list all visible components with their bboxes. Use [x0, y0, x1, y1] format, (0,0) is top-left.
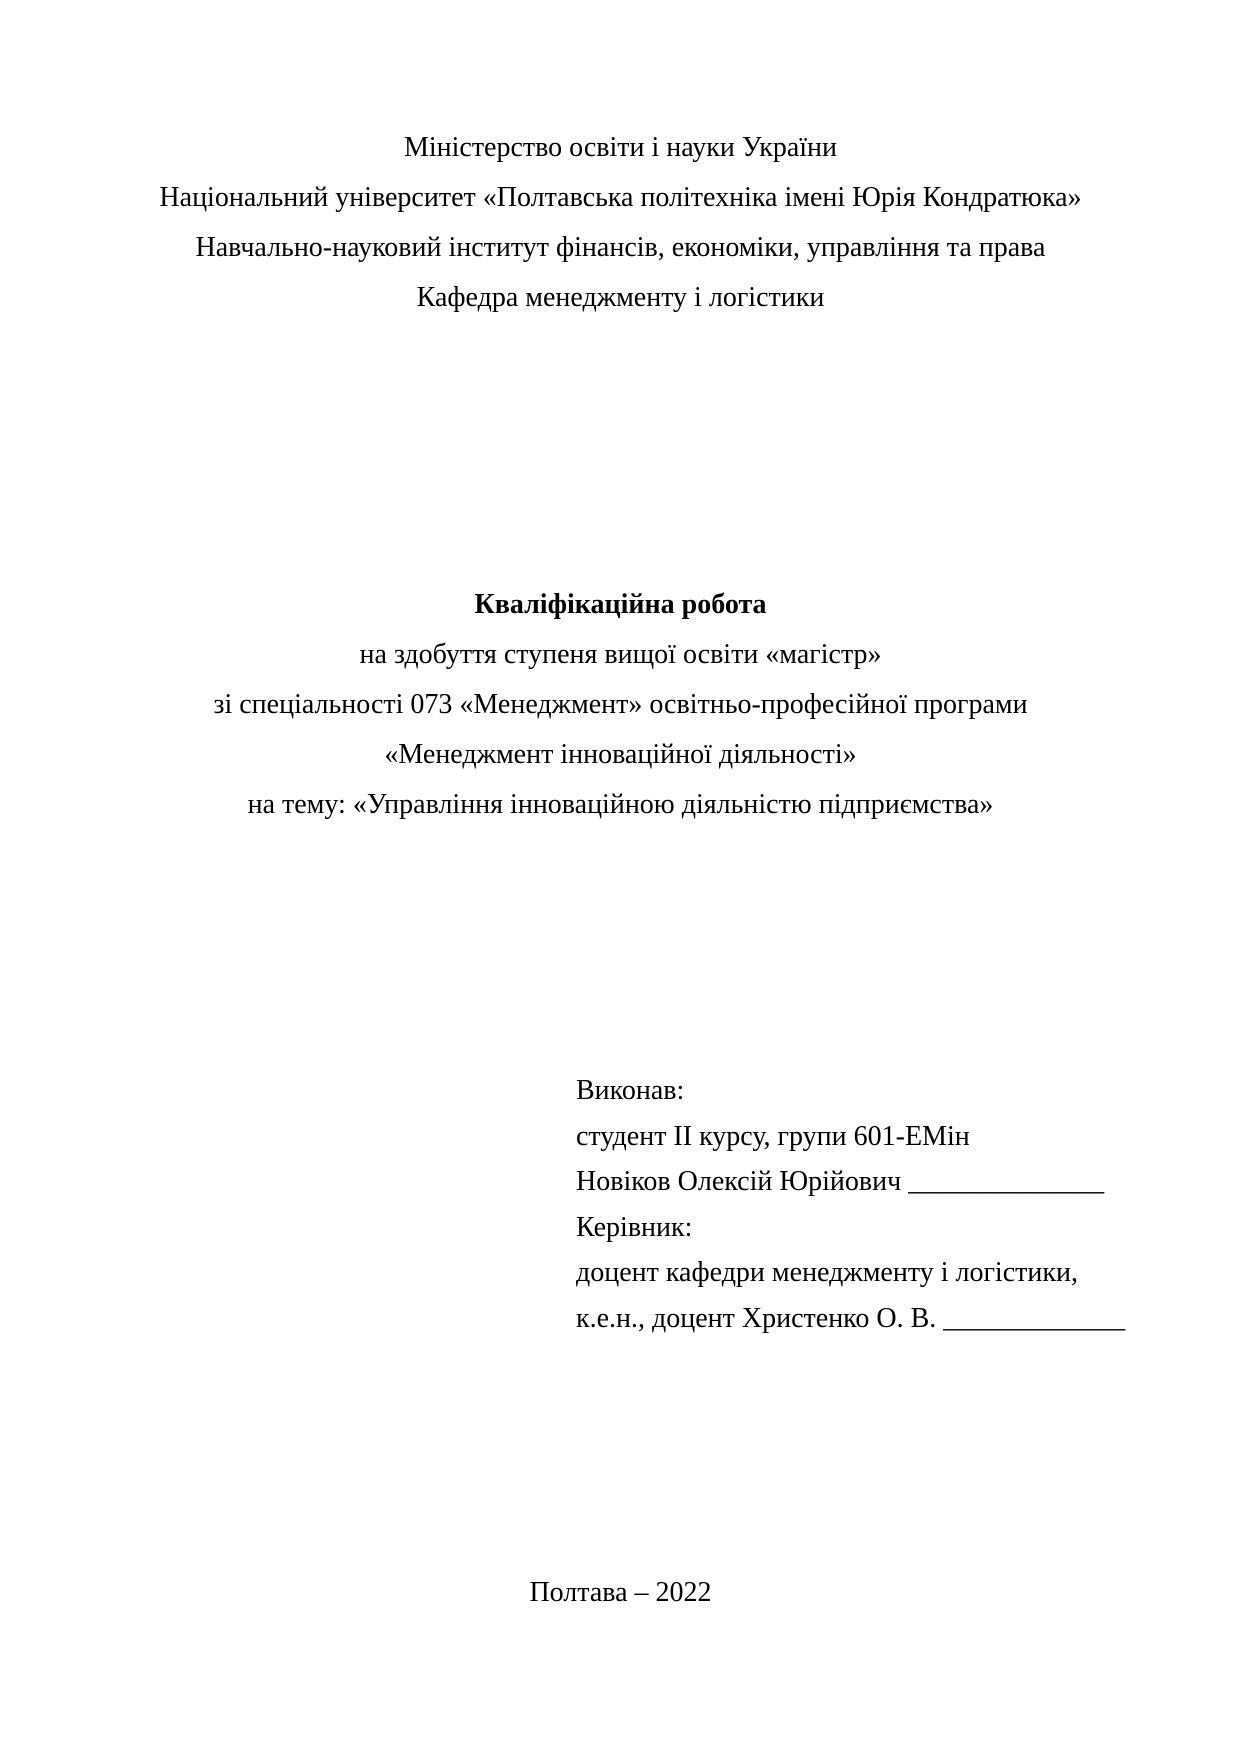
institution-header — [0, 123, 1241, 323]
degree-line: на здобуття ступеня вищої освіти «магістр» — [359, 639, 882, 670]
supervisor-name-signature: к.е.н., доцент Христенко О. В. _____________ — [576, 1302, 1126, 1334]
thesis-title-block — [0, 580, 1241, 830]
specialty-line: зі спеціальності 073 «Менеджмент» освітньо-професійної програми — [213, 689, 1028, 720]
student-info: студент ІІ курсу, групи 601-ЕМін — [576, 1120, 970, 1152]
department-line: Кафедра менеджменту і логістики — [416, 282, 825, 313]
signature-block — [576, 1068, 1125, 1341]
institute-line: Навчально-науковий інститут фінансів, економіки, управління та права — [195, 232, 1046, 263]
document-title: Кваліфікаційна робота — [474, 589, 767, 620]
city-year-footer — [0, 1568, 1241, 1618]
university-line: Національний університет «Полтавська політехніка імені Юрія Кондратюка» — [159, 182, 1082, 213]
performed-by-label: Виконав: — [576, 1075, 685, 1106]
ministry-line: Міністерство освіти і науки України — [403, 132, 838, 163]
topic-line: на тему: «Управління інноваційною діяльністю підприємства» — [247, 789, 994, 820]
student-name-signature: Новіков Олексій Юрійович ______________ — [576, 1166, 1105, 1197]
supervisor-label: Керівник: — [576, 1211, 693, 1243]
city-year: Полтава – 2022 — [529, 1577, 712, 1608]
supervisor-position: доцент кафедри менеджменту і логістики, — [576, 1257, 1078, 1288]
program-line: «Менеджмент інноваційної діяльності» — [384, 739, 857, 770]
